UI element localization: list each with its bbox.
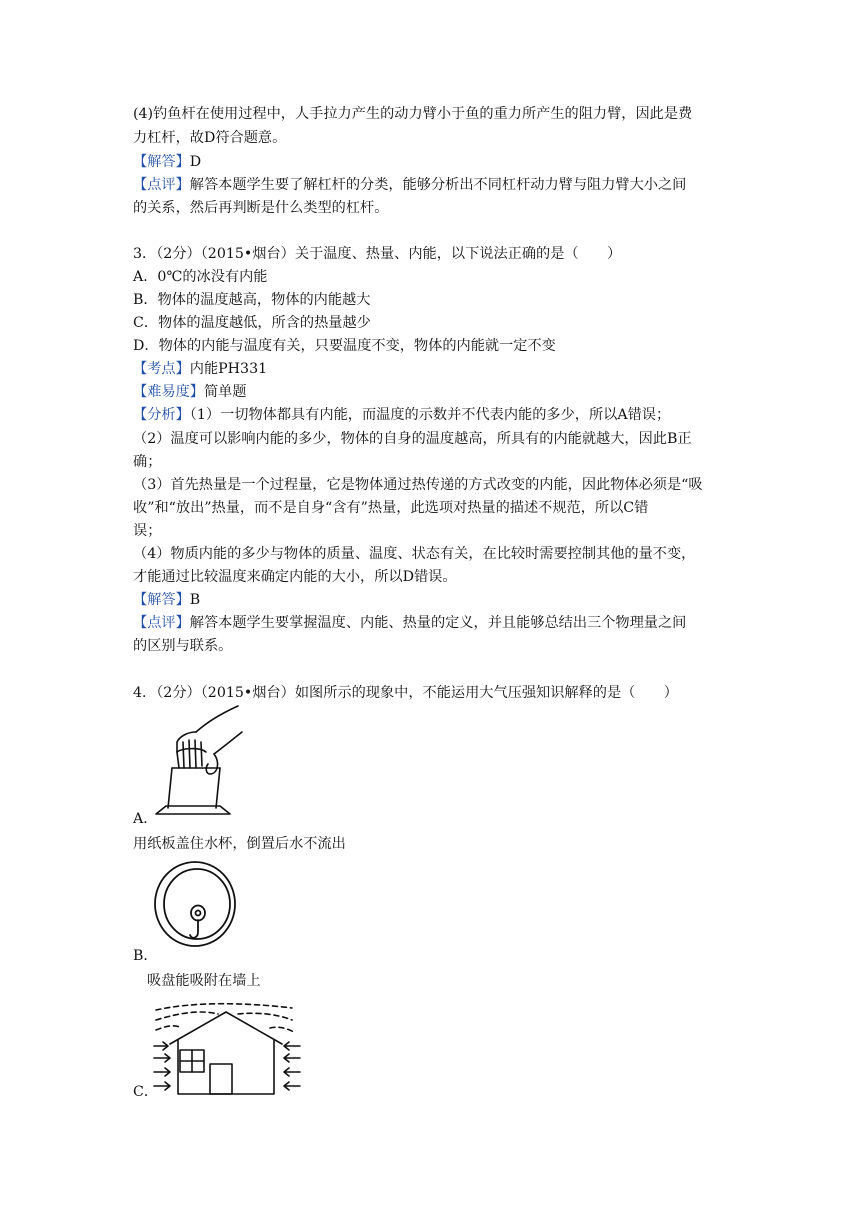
q3-analysis-line2: （2）温度可以影响内能的多少，物体的自身的温度越高，所具有的内能就越大，因此B正 — [133, 431, 692, 447]
difficulty-value: 简单题 — [203, 384, 247, 400]
q3-option-c: C．物体的温度越低，所含的热量越少 — [133, 315, 371, 331]
q2-part4-line1: (4)钓鱼杆在使用过程中，人手拉力产生的动力臂小于鱼的重力所产生的阻力臂，因此是费 — [133, 106, 693, 122]
q4-option-a-caption: 用纸板盖住水杯，倒置后水不流出 — [133, 836, 346, 852]
q2-comment-line2: 的关系，然后再判断是什么类型的杠杆。 — [133, 200, 389, 216]
q3-comment-line2: 的区别与联系。 — [133, 638, 233, 654]
q3-difficulty — [133, 381, 247, 403]
q3-stem: 3．（2分）（2015•烟台）关于温度、热量、内能，以下说法正确的是（ ） — [133, 246, 622, 262]
answer-tag: 【解答】 — [133, 592, 190, 608]
q3-option-b: B．物体的温度越高，物体的内能越大 — [133, 292, 371, 308]
q3-kaodian — [133, 358, 267, 380]
q3-analysis-line5: 收”和“放出”热量，而不是自身“含有”热量，此选项对热量的描述不规范，所以C错 — [133, 500, 649, 516]
q3-option-d: D．物体的内能与温度有关，只要温度不变，物体的内能就一定不变 — [133, 338, 556, 354]
suction-cup-figure — [150, 858, 240, 950]
comment-text: 解答本题学生要了解杠杆的分类，能够分析出不同杠杆动力臂与阻力臂大小之间 — [189, 177, 687, 193]
comment-tag: 【点评】 — [133, 615, 190, 631]
q3-comment-line1 — [133, 612, 686, 634]
answer-tag: 【解答】 — [133, 154, 190, 170]
cup-inverted-figure — [150, 702, 250, 827]
kaodian-value: 内能PH331 — [189, 361, 268, 377]
q3-answer — [133, 589, 200, 611]
q3-analysis-line8: 才能通过比较温度来确定内能的大小，所以D错误。 — [133, 569, 457, 585]
analysis-text: （1）一切物体都具有内能，而温度的示数并不代表内能的多少，所以A错误； — [189, 407, 671, 423]
q4-option-b-caption: 吸盘能吸附在墙上 — [147, 973, 261, 989]
q2-part4-line2: 力杠杆，故D符合题意。 — [133, 130, 287, 146]
difficulty-tag: 【难易度】 — [133, 384, 204, 400]
q2-answer — [133, 151, 201, 173]
q3-analysis-line6: 误； — [133, 523, 162, 539]
q3-option-a: A．0℃的冰没有内能 — [133, 269, 268, 285]
comment-text: 解答本题学生要掌握温度、内能、热量的定义，并且能够总结出三个物理量之间 — [189, 615, 687, 631]
q4-option-b-label: B． — [133, 948, 158, 964]
q3-analysis-line3: 确； — [133, 454, 162, 470]
answer-value: B — [189, 592, 201, 608]
q4-stem: 4．（2分）（2015•烟台）如图所示的现象中，不能运用大气压强知识解释的是（ ） — [133, 685, 678, 701]
q4-option-a-label: A． — [133, 811, 158, 827]
comment-tag: 【点评】 — [133, 177, 190, 193]
q3-analysis-line7: （4）物质内能的多少与物体的质量、温度、状态有关，在比较时需要控制其他的量不变， — [133, 546, 696, 562]
analysis-tag: 【分析】 — [133, 407, 190, 423]
kaodian-tag: 【考点】 — [133, 361, 190, 377]
q3-analysis-line4: （3）首先热量是一个过程量，它是物体通过热传递的方式改变的内能，因此物体必须是“吸 — [133, 477, 703, 493]
house-wind-figure — [152, 1000, 302, 1098]
q2-comment-line1 — [133, 174, 686, 196]
q4-option-c-label: C． — [133, 1084, 159, 1100]
q3-analysis-line1 — [133, 404, 670, 426]
answer-value: D — [189, 154, 202, 170]
